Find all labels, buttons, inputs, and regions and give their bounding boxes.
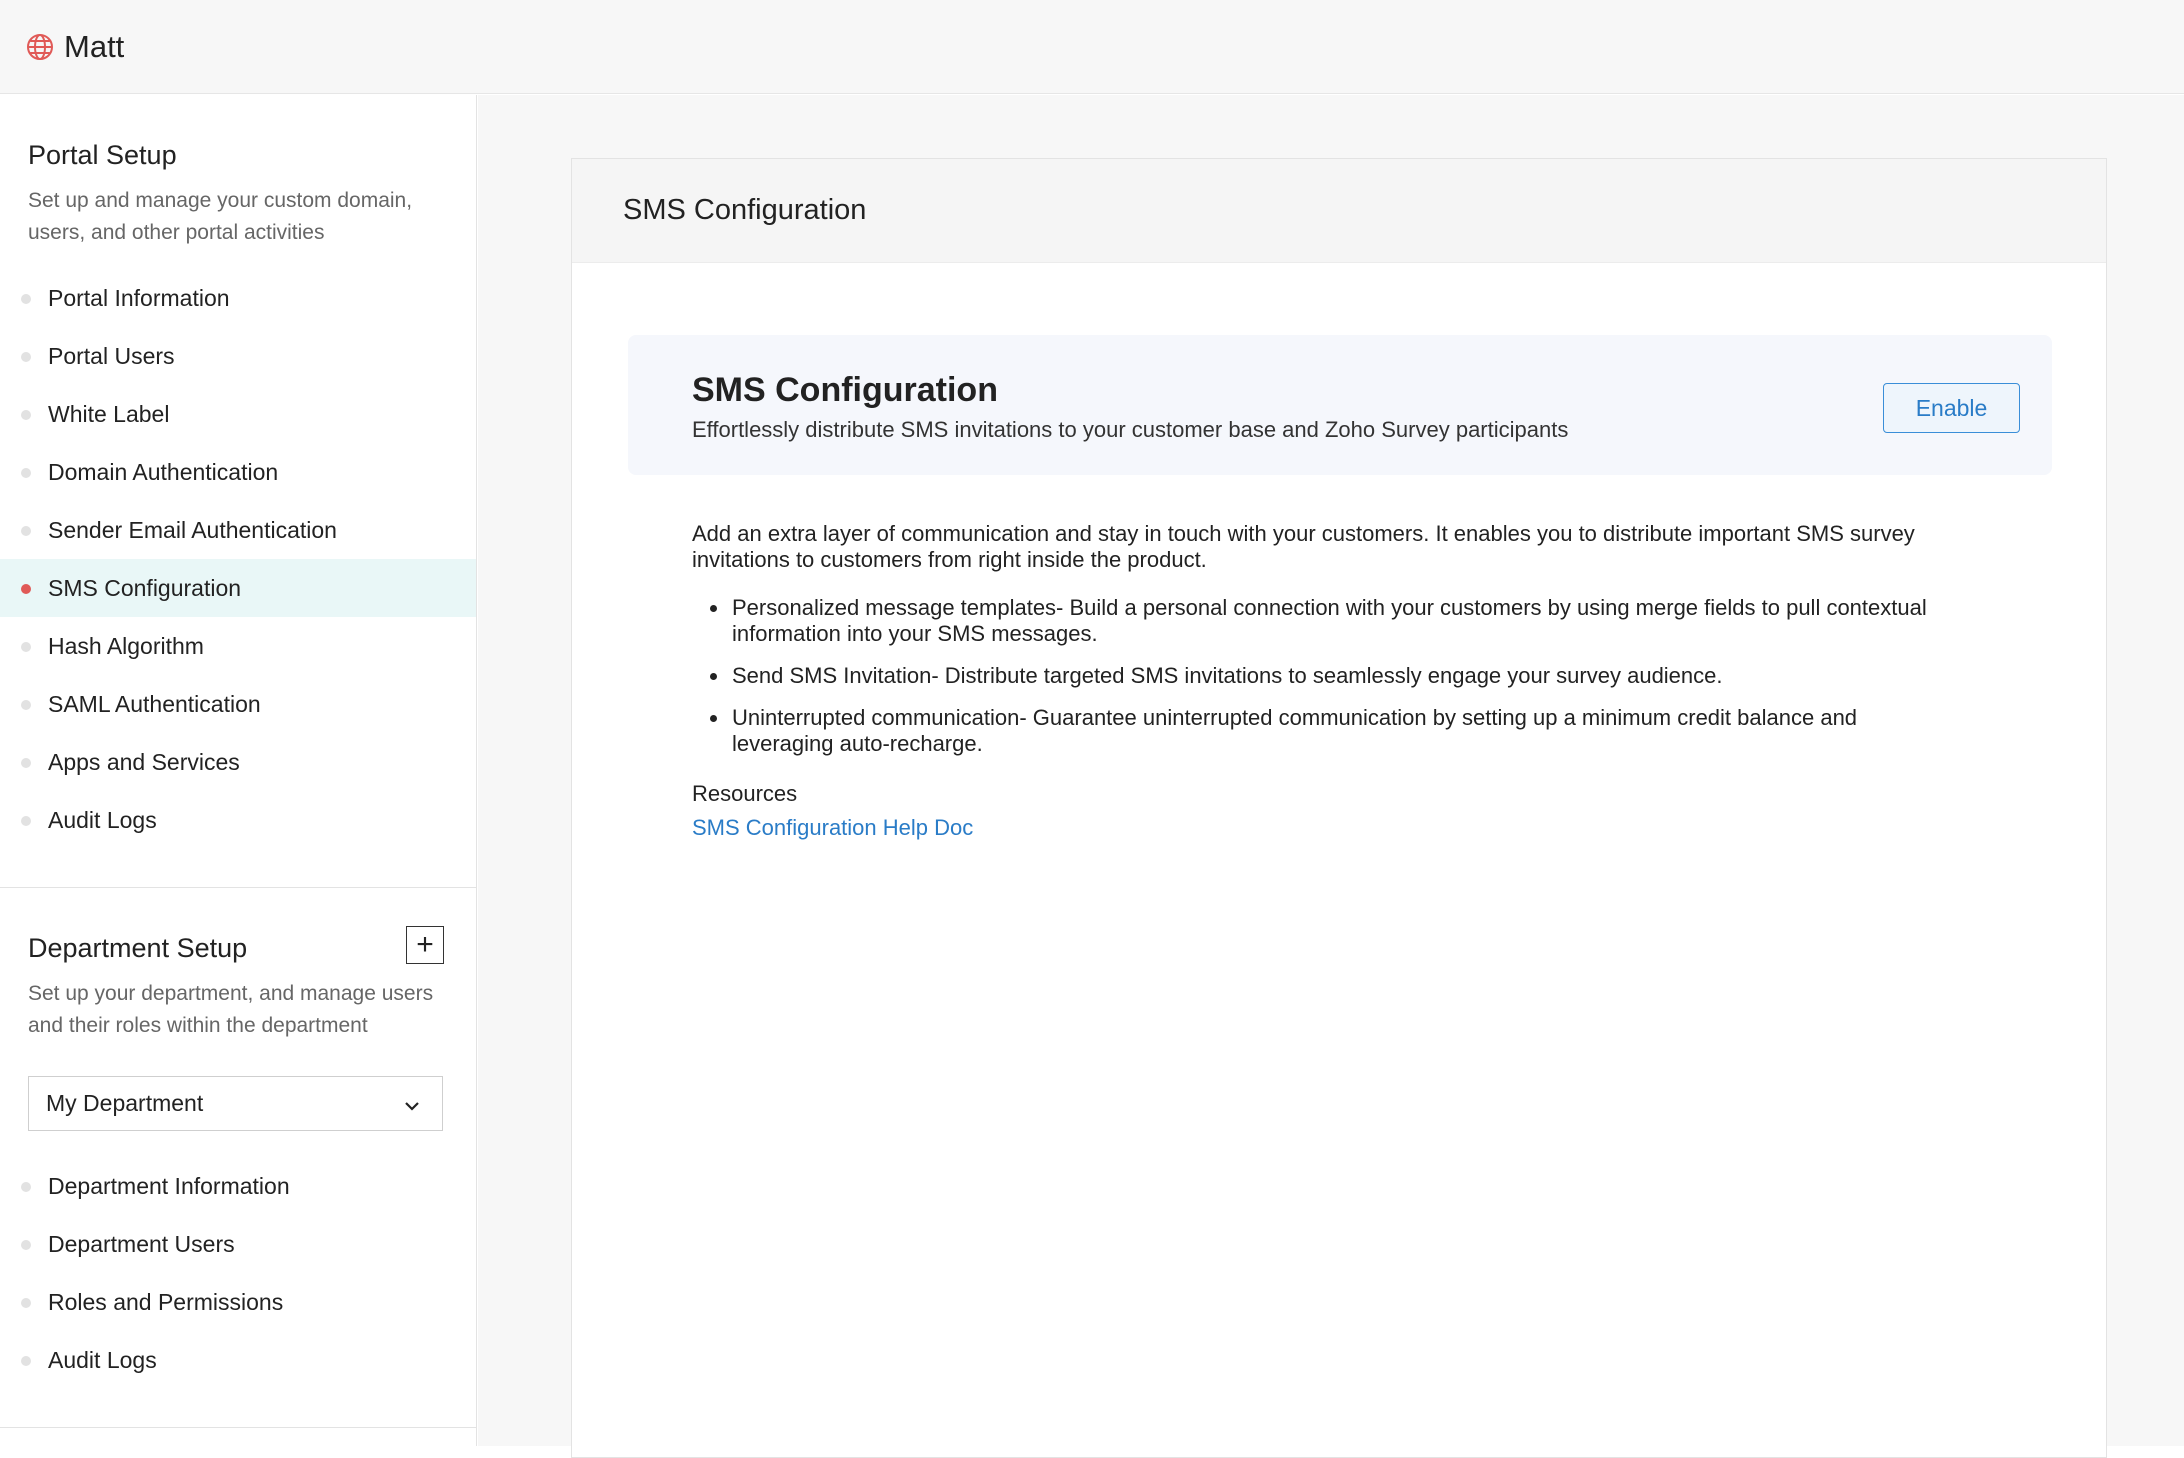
bullet-dot-icon (21, 642, 31, 652)
sidebar-item-department-users[interactable] (0, 1215, 476, 1273)
department-select-value: My Department (46, 1090, 204, 1116)
sidebar-item-label: Portal Users (48, 343, 175, 369)
sidebar (0, 95, 477, 1446)
sidebar-item-department-information[interactable] (0, 1157, 476, 1215)
sidebar-item-label: SMS Configuration (48, 575, 242, 601)
sidebar-item-white-label[interactable] (0, 385, 476, 443)
sidebar-item-hash-algorithm[interactable] (0, 617, 476, 675)
bullet-dot-icon (21, 410, 31, 420)
globe-icon (26, 33, 54, 61)
sidebar-item-sms-configuration[interactable] (0, 559, 476, 617)
department-setup-header (0, 930, 476, 966)
department-setup-section (0, 888, 476, 1428)
portal-name: Matt (64, 28, 125, 64)
section-divider (0, 1427, 476, 1428)
resources-label: Resources (692, 781, 798, 806)
sidebar-item-label: Department Users (48, 1231, 235, 1257)
active-dot-icon (21, 584, 31, 594)
main-content (478, 95, 2184, 1446)
enable-button[interactable]: Enable (1883, 383, 2020, 433)
chevron-down-icon (404, 1090, 420, 1117)
intro-paragraph: Add an extra layer of communication and stay in touch with your customers. It enables you to distribute important SMS survey invitations to customers from right inside the product. (692, 521, 1915, 572)
sidebar-item-sender-email-authentication[interactable] (0, 501, 476, 559)
sidebar-item-apps-and-services[interactable] (0, 733, 476, 791)
top-bar (0, 0, 2184, 94)
help-doc-link[interactable]: SMS Configuration Help Doc (692, 815, 974, 840)
add-department-button[interactable] (406, 926, 444, 964)
sidebar-item-audit-logs[interactable] (0, 791, 476, 849)
list-item: Uninterrupted communication- Guarantee uninterrupted communication by setting up a minimum credit balance and leveraging auto-recharge. (692, 705, 1952, 757)
sidebar-item-saml-authentication[interactable] (0, 675, 476, 733)
department-setup-nav (0, 1157, 476, 1389)
bullet-dot-icon (21, 1240, 31, 1250)
sidebar-item-label: Audit Logs (48, 1347, 157, 1373)
sidebar-item-portal-information[interactable] (0, 269, 476, 327)
plus-icon: + (416, 928, 434, 961)
bullet-dot-icon (21, 468, 31, 478)
sidebar-item-label: White Label (48, 401, 170, 427)
bullet-dot-icon (21, 352, 31, 362)
sidebar-item-label: Roles and Permissions (48, 1289, 284, 1315)
sidebar-item-label: SAML Authentication (48, 691, 261, 717)
portal-setup-nav (0, 269, 476, 849)
bullet-dot-icon (21, 1356, 31, 1366)
sidebar-item-portal-users[interactable] (0, 327, 476, 385)
feature-subtitle: Effortlessly distribute SMS invitations to your customer base and Zoho Survey participants (692, 417, 1569, 442)
sidebar-item-label: Portal Information (48, 285, 230, 311)
bullet-dot-icon (21, 700, 31, 710)
sidebar-item-domain-authentication[interactable] (0, 443, 476, 501)
portal-setup-title: Portal Setup (28, 140, 177, 170)
feature-title: SMS Configuration (692, 371, 998, 409)
sidebar-item-label: Domain Authentication (48, 459, 279, 485)
portal-setup-section (0, 95, 476, 888)
feature-card (628, 335, 2052, 475)
feature-description (692, 521, 1952, 841)
department-setup-title: Department Setup (28, 933, 248, 963)
bullet-dot-icon (21, 1298, 31, 1308)
sidebar-item-label: Apps and Services (48, 749, 240, 775)
sidebar-item-label: Sender Email Authentication (48, 517, 337, 543)
feature-bullet-list (692, 595, 1952, 757)
sms-configuration-panel (571, 158, 2107, 1458)
sidebar-item-label: Department Information (48, 1173, 290, 1199)
bullet-dot-icon (21, 294, 31, 304)
bullet-dot-icon (21, 758, 31, 768)
sidebar-item-label: Hash Algorithm (48, 633, 204, 659)
bullet-dot-icon (21, 816, 31, 826)
page-title: SMS Configuration (572, 159, 2106, 263)
sidebar-item-label: Audit Logs (48, 807, 157, 833)
bullet-dot-icon (21, 1182, 31, 1192)
list-item: Send SMS Invitation- Distribute targeted SMS invitations to seamlessly engage your survey audience. (692, 663, 1952, 689)
department-setup-description: Set up your department, and manage users and their roles within the department (28, 982, 434, 1037)
department-select[interactable] (28, 1076, 443, 1131)
sidebar-item-roles-and-permissions[interactable] (0, 1273, 476, 1331)
list-item: Personalized message templates- Build a personal connection with your customers by using merge fields to pull contextual information into your SMS messages. (692, 595, 1952, 647)
sidebar-item-department-audit-logs[interactable] (0, 1331, 476, 1389)
bullet-dot-icon (21, 526, 31, 536)
portal-setup-description: Set up and manage your custom domain, users, and other portal activities (28, 189, 413, 244)
